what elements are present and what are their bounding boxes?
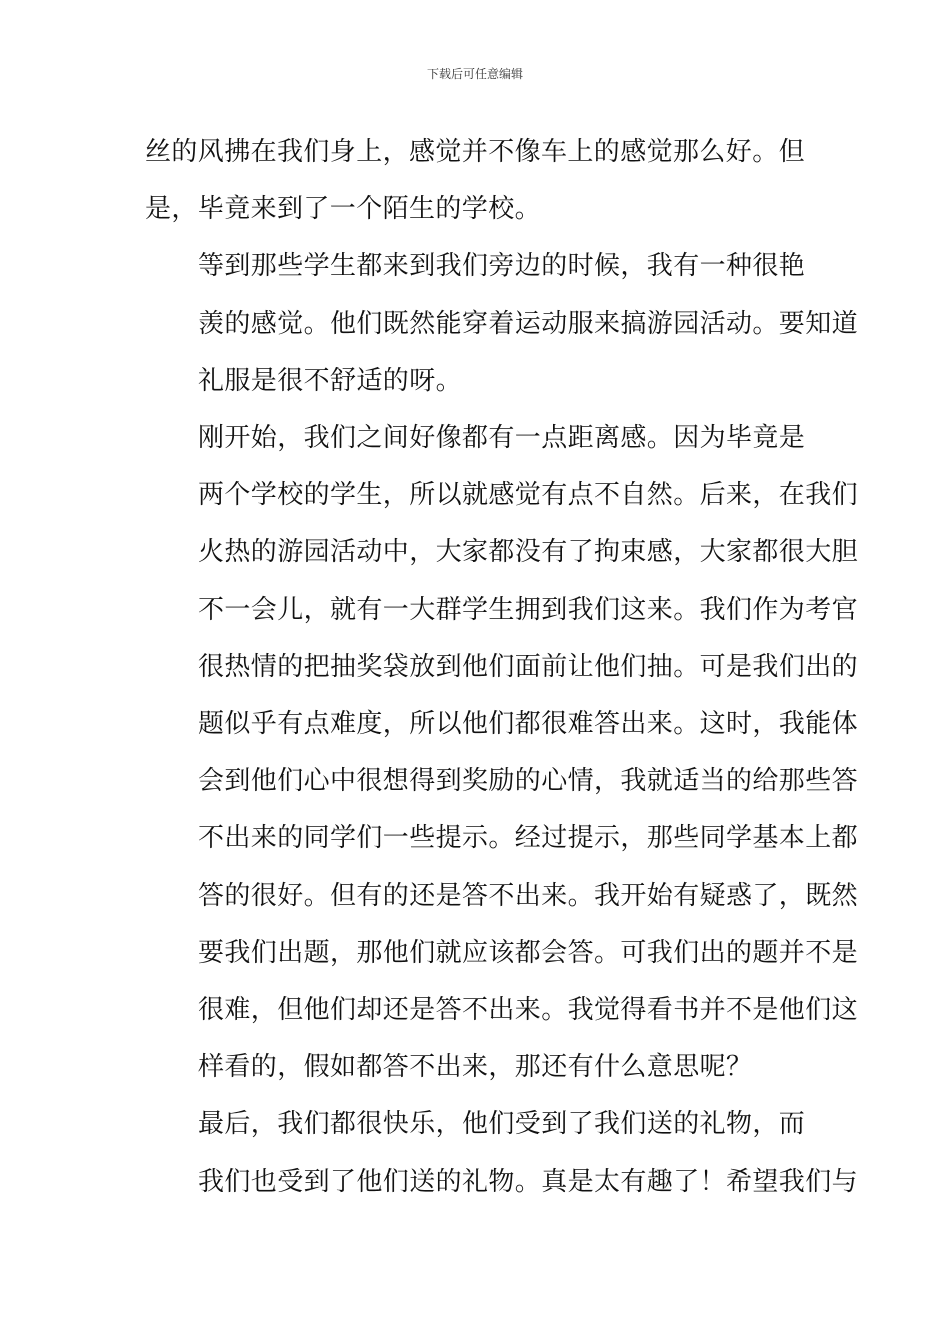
text-line: 我们也受到了他们送的礼物。真是太有趣了！希望我们与 [198,1166,859,1197]
paragraph-3 [145,410,859,1096]
text-line: 样看的，假如都答不出来，那还有什么意思呢？ [198,1052,753,1083]
text-line: 丝的风拂在我们身上，感觉并不像车上的感觉那么好。但 [145,137,806,167]
text-line: 最后，我们都很快乐，他们受到了我们送的礼物，而 [198,1109,806,1140]
document-body [145,124,859,1211]
text-line: 刚开始，我们之间好像都有一点距离感。因为毕竟是 [198,423,806,454]
text-line: 题似乎有点难度，所以他们都很难答出来。这时，我能体 [198,709,859,740]
text-line: 很难，但他们却还是答不出来。我觉得看书并不是他们这 [198,995,859,1026]
text-line: 不出来的同学们一些提示。经过提示，那些同学基本上都 [198,823,859,854]
text-line: 会到他们心中很想得到奖励的心情，我就适当的给那些答 [198,766,859,797]
text-line: 答的很好。但有的还是答不出来。我开始有疑惑了，既然 [198,880,859,911]
text-line: 礼服是很不舒适的呀。 [198,365,463,396]
text-line: 要我们出题，那他们就应该都会答。可我们出的题并不是 [198,937,859,968]
text-line: 等到那些学生都来到我们旁边的时候，我有一种很艳 [198,251,806,282]
text-line: 两个学校的学生，所以就感觉有点不自然。后来，在我们 [198,480,859,511]
paragraph-2 [145,238,859,410]
text-line: 火热的游园活动中，大家都没有了拘束感，大家都很大胆 [198,537,859,568]
paragraph-1 [145,124,809,238]
text-line: 不一会儿，就有一大群学生拥到我们这来。我们作为考官 [198,594,859,625]
text-line: 很热情的把抽奖袋放到他们面前让他们抽。可是我们出的 [198,651,859,682]
page-header: 下载后可任意编辑 [426,67,523,81]
paragraph-4 [145,1096,859,1210]
text-line: 羡的感觉。他们既然能穿着运动服来搞游园活动。要知道 [198,308,859,339]
text-line: 是，毕竟来到了一个陌生的学校。 [145,194,542,225]
